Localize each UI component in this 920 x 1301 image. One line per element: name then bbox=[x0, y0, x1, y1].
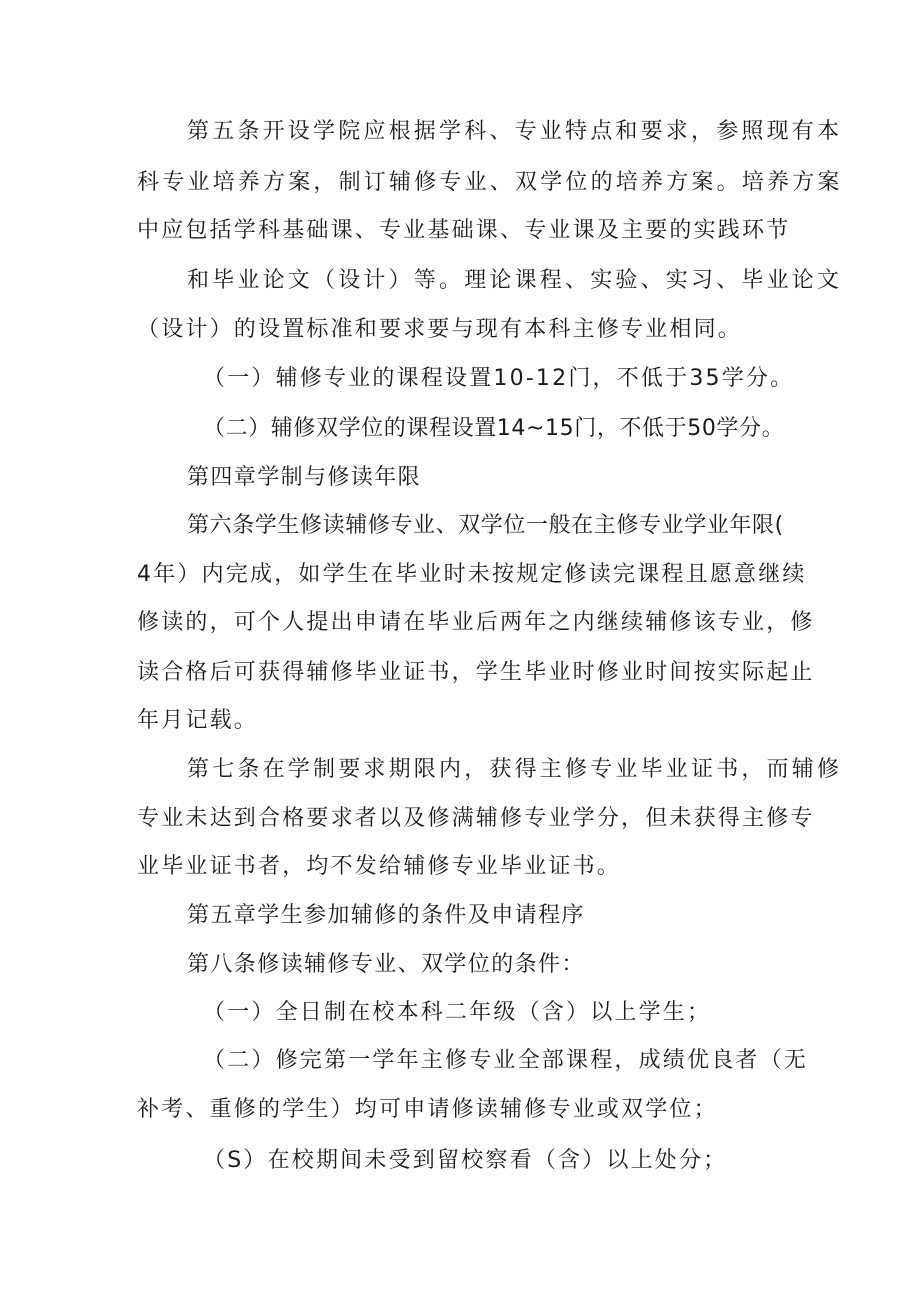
paragraph-line: 读合格后可获得辅修毕业证书，学生毕业时修业时间按实际起止 bbox=[137, 660, 815, 685]
paragraph-line: 修读的，可个人提出申请在毕业后两年之内继续辅修该专业，修 bbox=[137, 610, 815, 635]
paragraph-line: 第七条在学制要求期限内，获得主修专业毕业证书，而辅修 bbox=[187, 757, 843, 782]
paragraph-line: 4年）内完成，如学生在毕业时未按规定修读完课程且愿意继续 bbox=[137, 562, 807, 587]
article-heading: 第八条修读辅修专业、双学位的条件： bbox=[187, 952, 585, 977]
paragraph-line: 第六条学生修读辅修专业、双学位一般在主修专业学业年限( bbox=[187, 513, 784, 538]
paragraph-line: 和毕业论文（设计）等。理论课程、实验、实习、毕业论文 bbox=[187, 268, 843, 293]
chapter-heading: 第四章学制与修读年限 bbox=[187, 465, 422, 490]
paragraph-line: 补考、重修的学生）均可申请修读辅修专业或双学位； bbox=[137, 1097, 718, 1122]
paragraph-line: 业毕业证书者，均不发给辅修专业毕业证书。 bbox=[137, 854, 622, 879]
paragraph-line: 科专业培养方案，制订辅修专业、双学位的培养方案。培养方案 bbox=[137, 170, 843, 195]
paragraph-line: （设计）的设置标准和要求要与现有本科主修专业相同。 bbox=[137, 317, 743, 342]
paragraph-line: 年月记载。 bbox=[137, 708, 259, 733]
list-item: （S）在校期间未受到留校察看（含）以上处分； bbox=[203, 1148, 728, 1173]
paragraph-line: 中应包括学科基础课、专业基础课、专业课及主要的实践环节 bbox=[137, 218, 791, 243]
list-item: （一）全日制在校本科二年级（含）以上学生； bbox=[203, 1000, 712, 1025]
paragraph-line: 专业未达到合格要求者以及修满辅修专业学分，但未获得主修专 bbox=[137, 806, 815, 831]
chapter-heading: 第五章学生参加辅修的条件及申请程序 bbox=[187, 903, 585, 928]
list-item: （二）辅修双学位的课程设置14~15门，不低于50学分。 bbox=[203, 416, 785, 441]
list-item: （一）辅修专业的课程设置10-12门，不低于35学分。 bbox=[203, 366, 795, 391]
list-item: （二）修完第一学年主修专业全部课程，成绩优良者（无 bbox=[203, 1048, 809, 1073]
paragraph-line: 第五条开设学院应根据学科、专业特点和要求，参照现有本 bbox=[187, 119, 843, 144]
